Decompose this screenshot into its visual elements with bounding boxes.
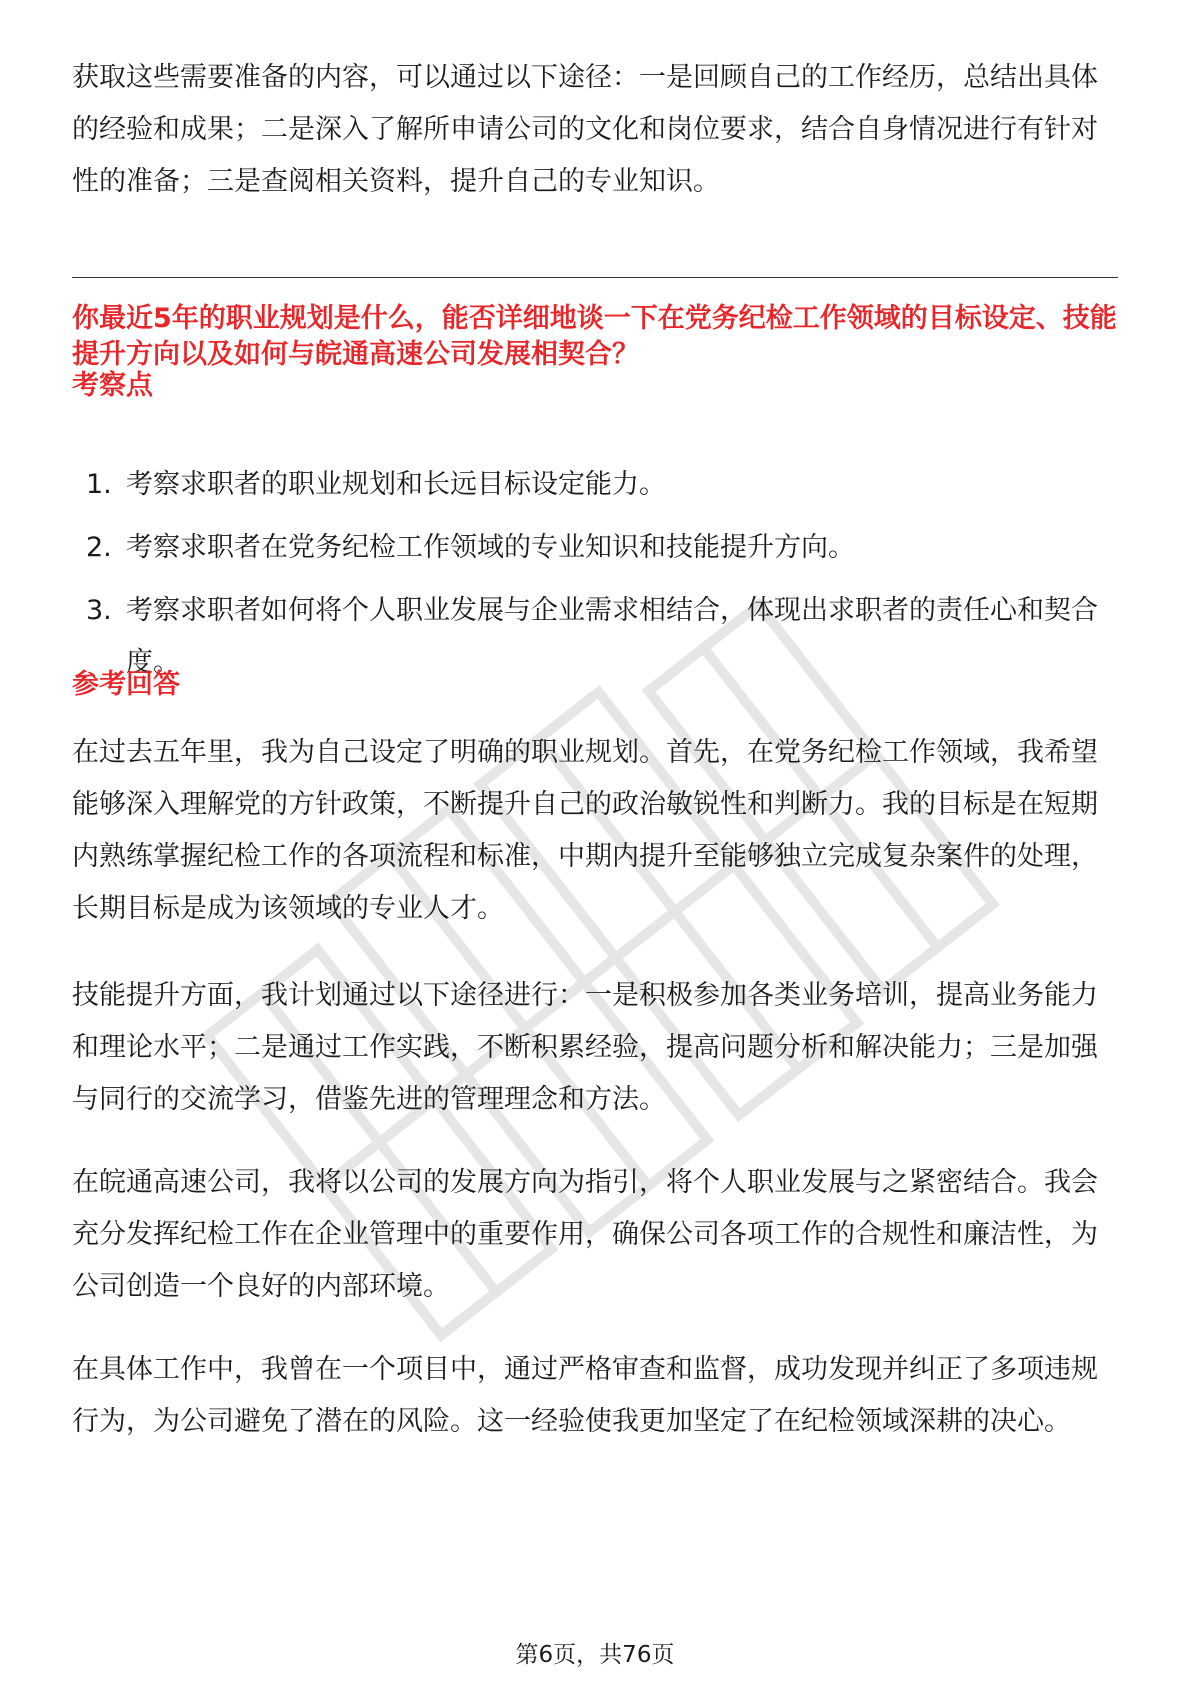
answer-paragraph: 在具体工作中，我曾在一个项目中，通过严格审查和监督，成功发现并纠正了多项违规行为，为公司避免了潜在的风险。这一经验使我更加坚定了在纪检领域深耕的决心。 — [72, 1354, 1098, 1437]
document-page — [72, 0, 1118, 1684]
list-item-number: 3. — [86, 595, 112, 626]
list-item — [72, 585, 1118, 689]
list-item-text: 考察求职者的职业规划和长远目标设定能力。 — [126, 469, 666, 500]
answer-paragraph: 在过去五年里，我为自己设定了明确的职业规划。首先，在党务纪检工作领域，我希望能够深入理解党的方针政策，不断提升自己的政治敏锐性和判断力。我的目标是在短期内熟练掌握纪检工作的各项流程和标准，中期内提升至能够独立完成复杂案件的处理，长期目标是成为该领域的专业人才。 — [72, 737, 1098, 924]
list-item-number: 2. — [86, 532, 112, 563]
list-item — [72, 459, 1118, 511]
list-item-text: 考察求职者在党务纪检工作领域的专业知识和技能提升方向。 — [126, 532, 855, 563]
intro-paragraph: 获取这些需要准备的内容，可以通过以下途径：一是回顾自己的工作经历，总结出具体的经验和成果；二是深入了解所申请公司的文化和岗位要求，结合自身情况进行有针对性的准备；三是查阅相关资料，提升自己的专业知识。 — [72, 62, 1098, 197]
page-number-footer: 第6页，共76页 — [515, 1642, 675, 1668]
assessment-list — [72, 459, 1118, 700]
answer-paragraph: 在皖通高速公司，我将以公司的发展方向为指引，将个人职业发展与之紧密结合。我会充分发挥纪检工作在企业管理中的重要作用，确保公司各项工作的合规性和廉洁性，为公司创造一个良好的内部环境。 — [72, 1167, 1098, 1302]
answer-paragraph: 技能提升方面，我计划通过以下途径进行：一是积极参加各类业务培训，提高业务能力和理论水平；二是通过工作实践，不断积累经验，提高问题分析和解决能力；三是加强与同行的交流学习，借鉴先进的管理理念和方法。 — [72, 980, 1098, 1115]
list-item-text: 考察求职者如何将个人职业发展与企业需求相结合，体现出求职者的责任心和契合度。 — [126, 595, 1098, 678]
interview-question: 你最近5年的职业规划是什么，能否详细地谈一下在党务纪检工作领域的目标设定、技能提升方向以及如何与皖通高速公司发展相契合？ — [72, 303, 1117, 370]
section-divider — [72, 277, 1118, 278]
list-item — [72, 522, 1118, 574]
list-item-number: 1. — [86, 469, 112, 500]
assessment-heading: 考察点 — [72, 370, 153, 401]
answer-heading: 参考回答 — [72, 669, 180, 700]
